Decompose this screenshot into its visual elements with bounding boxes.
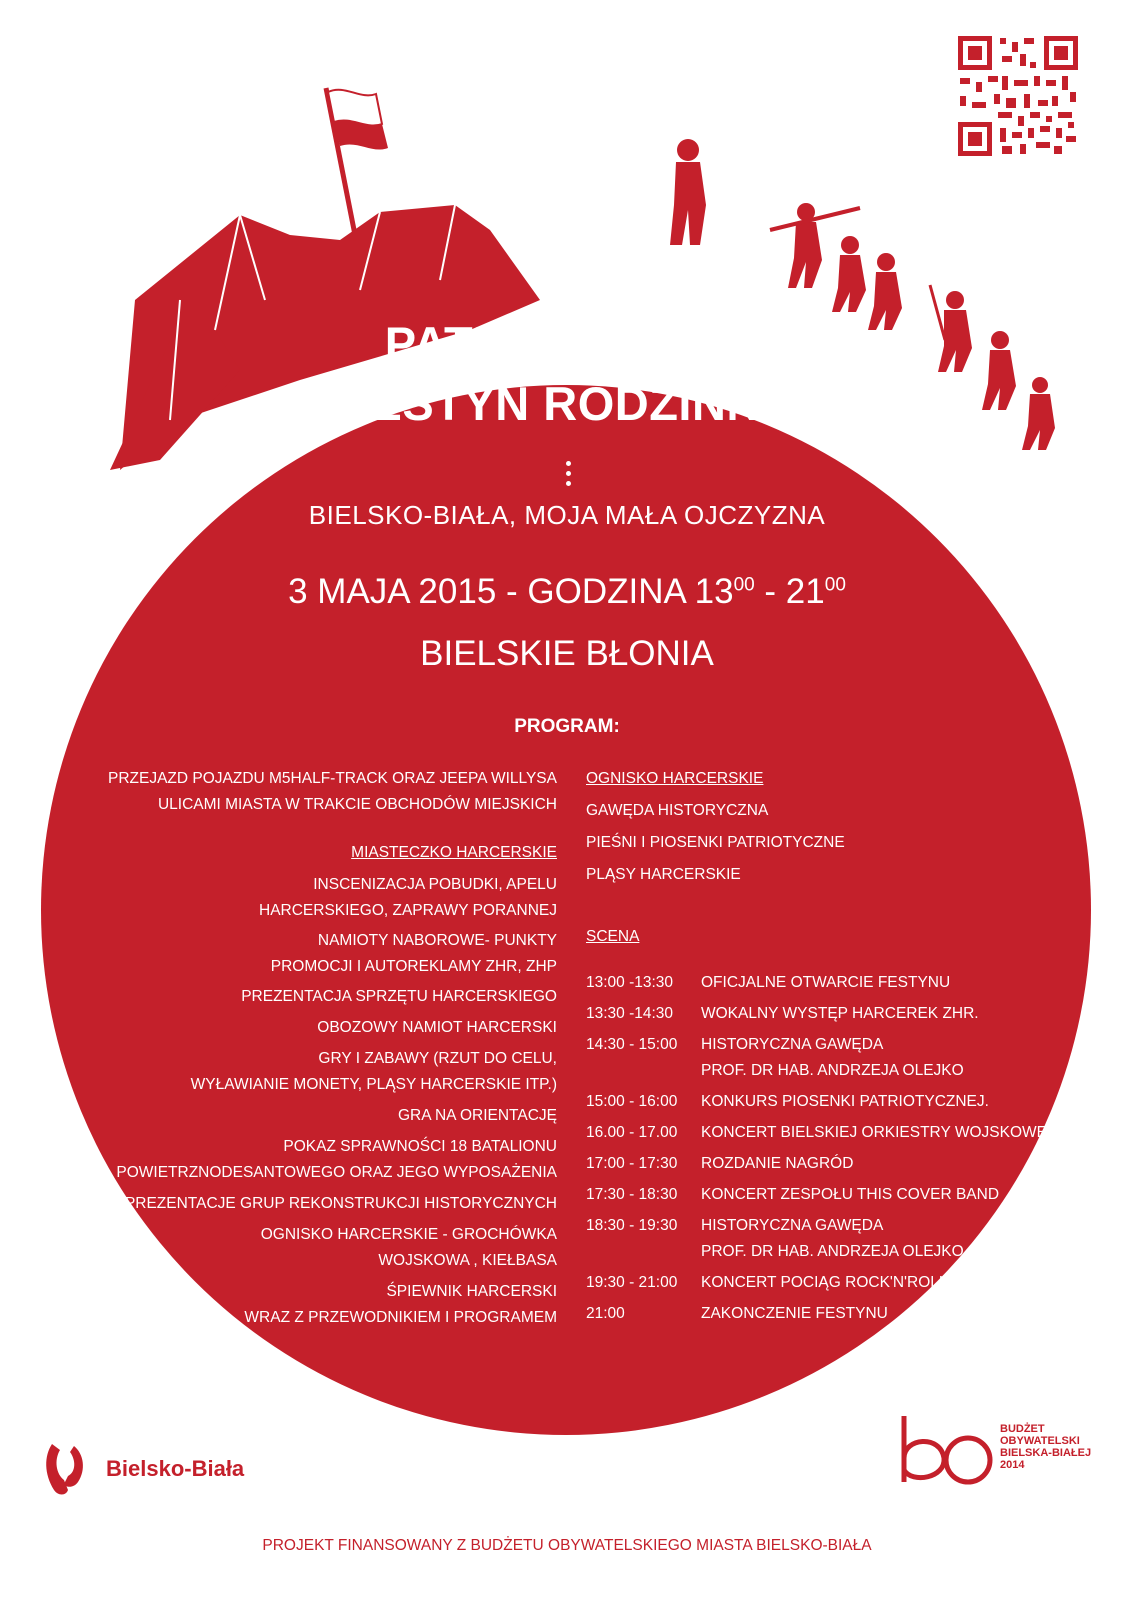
schedule-time: 19:30 - 21:00 [586, 1274, 678, 1291]
budget-logo-text: BUDŻET OBYWATELSKI BIELSKA-BIAŁEJ 2014 [1000, 1423, 1092, 1471]
city-logo-name: Bielsko-Biała [106, 1456, 245, 1481]
schedule-event: KONCERT BIELSKIEJ ORKIESTRY WOJSKOWEJ [701, 1124, 1055, 1141]
program-item: PREZENTACJA SPRZĘTU HARCERSKIEGO [241, 988, 557, 1005]
scout-town-heading: MIASTECZKO HARCERSKIE [351, 844, 557, 861]
schedule-row [586, 1032, 1091, 1084]
schedule-row [586, 1301, 1091, 1327]
stage-schedule [586, 970, 1091, 1327]
schedule-event: ZAKONCZENIE FESTYNU [701, 1305, 888, 1322]
program-item: GRY I ZABAWY (RZUT DO CELU, WYŁAWIANIE MONETY, PLĄSY HARCERSKIE ITP.) [190, 1050, 557, 1093]
schedule-event-speaker: PROF. DR HAB. ANDRZEJA OLEJKO [701, 1243, 964, 1260]
program-item: ŚPIEWNIK HARCERSKI WRAZ Z PRZEWODNIKIEM I PROGRAMEM [244, 1283, 557, 1326]
schedule-time: 17:00 - 17:30 [586, 1155, 678, 1172]
schedule-time: 16.00 - 17.00 [586, 1124, 678, 1141]
schedule-row [586, 1151, 1091, 1177]
schedule-event: KONCERT ZESPOŁU THIS COVER BAND [701, 1186, 1000, 1203]
campfire-item: PLĄSY HARCERSKIE [586, 866, 741, 883]
program-item: PREZENTACJE GRUP REKONSTRUKCJI HISTORYCZNYCH [124, 1195, 557, 1212]
schedule-row [586, 1182, 1091, 1208]
schedule-row [586, 1270, 1091, 1296]
schedule-event: HISTORYCZNA GAWĘDA [701, 1036, 884, 1053]
schedule-time: 17:30 - 18:30 [586, 1186, 678, 1203]
schedule-row [586, 1120, 1091, 1146]
festival-title-line1: PATRIOTYCZNY [384, 317, 750, 370]
program-item: OBOZOWY NAMIOT HARCERSKI [317, 1019, 557, 1036]
start-minutes: 00 [733, 574, 755, 596]
location: BIELSKIE BŁONIA [420, 634, 714, 673]
budzet-obywatelski-logo-icon [904, 1416, 990, 1482]
parade-line2: ULICAMI MIASTA W TRAKCIE OBCHODÓW MIEJSKICH [157, 796, 557, 813]
schedule-event: ROZDANIE NAGRÓD [701, 1155, 854, 1172]
schedule-row [586, 1213, 1091, 1265]
program-item: GRA NA ORIENTACJĘ [397, 1107, 557, 1124]
schedule-time: 15:00 - 16:00 [586, 1093, 678, 1110]
schedule-time: 13:30 -14:30 [586, 1005, 674, 1022]
festival-title-line2: FESTYN RODZINNY [341, 377, 793, 430]
schedule-event: OFICJALNE OTWARCIE FESTYNU [701, 974, 951, 991]
left-program-column [60, 766, 557, 1331]
schedule-event: WOKALNY WYSTĘP HARCEREK ZHR. [701, 1005, 979, 1022]
program-item: POKAZ SPRAWNOŚCI 18 BATALIONU POWIETRZNODESANTOWEGO ORAZ JEGO WYPOSAŻENIA [116, 1138, 557, 1181]
date-time-line [0, 572, 1134, 612]
campfire-heading: OGNISKO HARCERSKIE [586, 770, 764, 787]
schedule-event: KONKURS PIOSENKI PATRIOTYCZNEJ. [701, 1093, 989, 1110]
stage-heading: SCENA [586, 928, 640, 945]
schedule-time: 14:30 - 15:00 [586, 1036, 678, 1053]
schedule-time: 21:00 [586, 1305, 625, 1322]
vertical-dots-divider [566, 461, 572, 491]
program-item: INSCENIZACJA POBUDKI, APELU HARCERSKIEGO, ZAPRAWY PORANNEJ [259, 876, 557, 919]
program-heading: PROGRAM: [514, 716, 620, 737]
schedule-time: 13:00 -13:30 [586, 974, 674, 991]
qr-code[interactable] [958, 36, 1078, 156]
campfire-item: GAWĘDA HISTORYCZNA [586, 802, 769, 819]
schedule-event: KONCERT POCIĄG ROCK'N'ROLL [701, 1274, 948, 1291]
schedule-event-speaker: PROF. DR HAB. ANDRZEJA OLEJKO [701, 1062, 964, 1079]
bielsko-biala-logo-icon [46, 1444, 83, 1495]
funding-footer: PROJEKT FINANSOWANY Z BUDŻETU OBYWATELSKIEGO MIASTA BIELSKO-BIAŁA [262, 1537, 872, 1554]
date-text: 3 MAJA 2015 - GODZINA 13 [288, 572, 734, 611]
campfire-section [586, 766, 845, 888]
festival-subtitle: BIELSKO-BIAŁA, MOJA MAŁA OJCZYZNA [308, 500, 826, 530]
schedule-time: 18:30 - 19:30 [586, 1217, 678, 1234]
date-separator: - 21 [754, 572, 825, 611]
parade-line1: PRZEJAZD POJAZDU M5HALF-TRACK ORAZ JEEPA WILLYSA [107, 770, 557, 787]
program-item: NAMIOTY NABOROWE- PUNKTY PROMOCJI I AUTOREKLAMY ZHR, ZHP [270, 932, 557, 975]
schedule-row [586, 1089, 1091, 1115]
schedule-event: HISTORYCZNA GAWĘDA [701, 1217, 884, 1234]
campfire-item: PIEŚNI I PIOSENKI PATRIOTYCZNE [586, 834, 845, 851]
end-minutes: 00 [824, 574, 846, 596]
schedule-row [586, 970, 1091, 996]
schedule-row [586, 1001, 1091, 1027]
program-item: OGNISKO HARCERSKIE - GROCHÓWKA WOJSKOWA , KIEŁBASA [260, 1226, 557, 1269]
